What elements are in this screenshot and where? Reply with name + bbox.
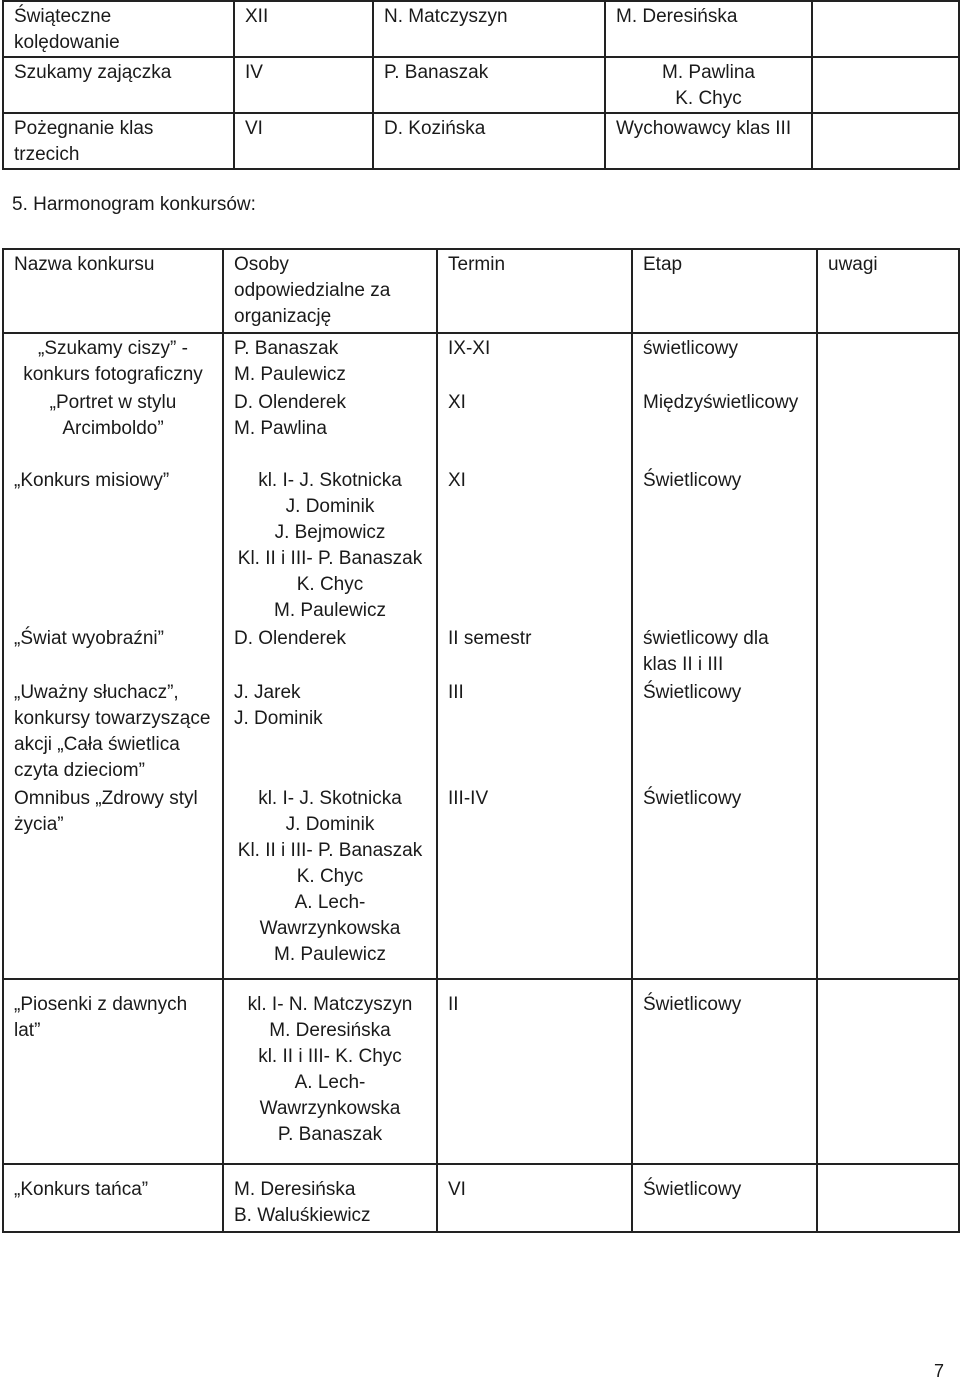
table-cell: IX-XI bbox=[437, 333, 632, 388]
header-cell: Termin bbox=[437, 249, 632, 333]
table-cell: J. Jarek J. Dominik bbox=[223, 678, 437, 784]
header-cell: uwagi bbox=[817, 249, 959, 333]
table-cell: XI bbox=[437, 388, 632, 466]
table-cell: Szukamy zajączka bbox=[3, 57, 234, 113]
table-cell bbox=[817, 979, 959, 1164]
table-cell: II semestr bbox=[437, 624, 632, 678]
table-cell: VI bbox=[437, 1164, 632, 1232]
contest-table bbox=[2, 248, 960, 1233]
table-cell: kl. I- J. Skotnicka J. Dominik J. Bejmowicz Kl. II i III- P. Banaszak K. Chyc M. Paulewicz bbox=[223, 466, 437, 624]
table-row bbox=[3, 784, 959, 979]
table-row bbox=[3, 1164, 959, 1232]
page-number: 7 bbox=[934, 1361, 945, 1381]
table-row bbox=[3, 1, 959, 57]
table-cell: „Konkurs tańca” bbox=[3, 1164, 223, 1232]
table-cell: Świetlicowy bbox=[632, 979, 817, 1164]
header-cell: Osoby odpowiedzialne za organizację bbox=[223, 249, 437, 333]
table-cell bbox=[817, 333, 959, 388]
table-cell: D. Olenderek bbox=[223, 624, 437, 678]
table-cell: XII bbox=[234, 1, 373, 57]
table-cell: M. Deresińska B. Waluśkiewicz bbox=[223, 1164, 437, 1232]
table-row bbox=[3, 113, 959, 169]
table-cell bbox=[817, 466, 959, 624]
section-heading: 5. Harmonogram konkursów: bbox=[12, 194, 256, 215]
table-cell: świetlicowy dla klas II i III bbox=[632, 624, 817, 678]
header-cell: Nazwa konkursu bbox=[3, 249, 223, 333]
table-cell: N. Matczyszyn bbox=[373, 1, 605, 57]
table-cell bbox=[817, 1164, 959, 1232]
table-row bbox=[3, 388, 959, 466]
table-row bbox=[3, 57, 959, 113]
table-cell: Pożegnanie klas trzecich bbox=[3, 113, 234, 169]
table-cell: Świąteczne kolędowanie bbox=[3, 1, 234, 57]
table-header-row bbox=[3, 249, 959, 333]
table-cell bbox=[817, 624, 959, 678]
table-cell bbox=[812, 113, 959, 169]
table-cell: XI bbox=[437, 466, 632, 624]
table-row bbox=[3, 333, 959, 388]
table-cell bbox=[812, 1, 959, 57]
table-cell: Świetlicowy bbox=[632, 678, 817, 784]
header-cell: Etap bbox=[632, 249, 817, 333]
table-cell: „Szukamy ciszy” - konkurs fotograficzny bbox=[3, 333, 223, 388]
table-cell: kl. I- N. Matczyszyn M. Deresińska kl. II i III- K. Chyc A. Lech- Wawrzynkowska P. Banaszak bbox=[223, 979, 437, 1164]
table-cell: „Portret w stylu Arcimboldo” bbox=[3, 388, 223, 466]
table-cell: P. Banaszak bbox=[373, 57, 605, 113]
table-cell: P. Banaszak M. Paulewicz bbox=[223, 333, 437, 388]
top-table bbox=[2, 0, 960, 170]
table-cell: „Piosenki z dawnych lat” bbox=[3, 979, 223, 1164]
table-cell: II bbox=[437, 979, 632, 1164]
table-cell: Świetlicowy bbox=[632, 466, 817, 624]
table-cell: III-IV bbox=[437, 784, 632, 979]
table-cell: świetlicowy bbox=[632, 333, 817, 388]
table-cell: M. Pawlina K. Chyc bbox=[605, 57, 812, 113]
table-cell bbox=[817, 784, 959, 979]
table-cell: Omnibus „Zdrowy styl życia” bbox=[3, 784, 223, 979]
table-row bbox=[3, 624, 959, 678]
table-cell: „Uważny słuchacz”, konkursy towarzyszące akcji „Cała świetlica czyta dzieciom” bbox=[3, 678, 223, 784]
table-cell: D. Olenderek M. Pawlina bbox=[223, 388, 437, 466]
table-cell: „Konkurs misiowy” bbox=[3, 466, 223, 624]
table-cell bbox=[817, 388, 959, 466]
table-cell: Świetlicowy bbox=[632, 784, 817, 979]
table-cell bbox=[817, 678, 959, 784]
table-cell: VI bbox=[234, 113, 373, 169]
table-cell: M. Deresińska bbox=[605, 1, 812, 57]
table-row bbox=[3, 466, 959, 624]
table-cell: D. Kozińska bbox=[373, 113, 605, 169]
table-cell: kl. I- J. Skotnicka J. Dominik Kl. II i III- P. Banaszak K. Chyc A. Lech- Wawrzynkowska M. Paulewicz bbox=[223, 784, 437, 979]
table-row bbox=[3, 678, 959, 784]
table-cell: III bbox=[437, 678, 632, 784]
table-cell: Wychowawcy klas III bbox=[605, 113, 812, 169]
table-row bbox=[3, 979, 959, 1164]
table-cell: Międzyświetlicowy bbox=[632, 388, 817, 466]
table-cell: Świetlicowy bbox=[632, 1164, 817, 1232]
table-cell: IV bbox=[234, 57, 373, 113]
table-cell bbox=[812, 57, 959, 113]
table-cell: „Świat wyobraźni” bbox=[3, 624, 223, 678]
